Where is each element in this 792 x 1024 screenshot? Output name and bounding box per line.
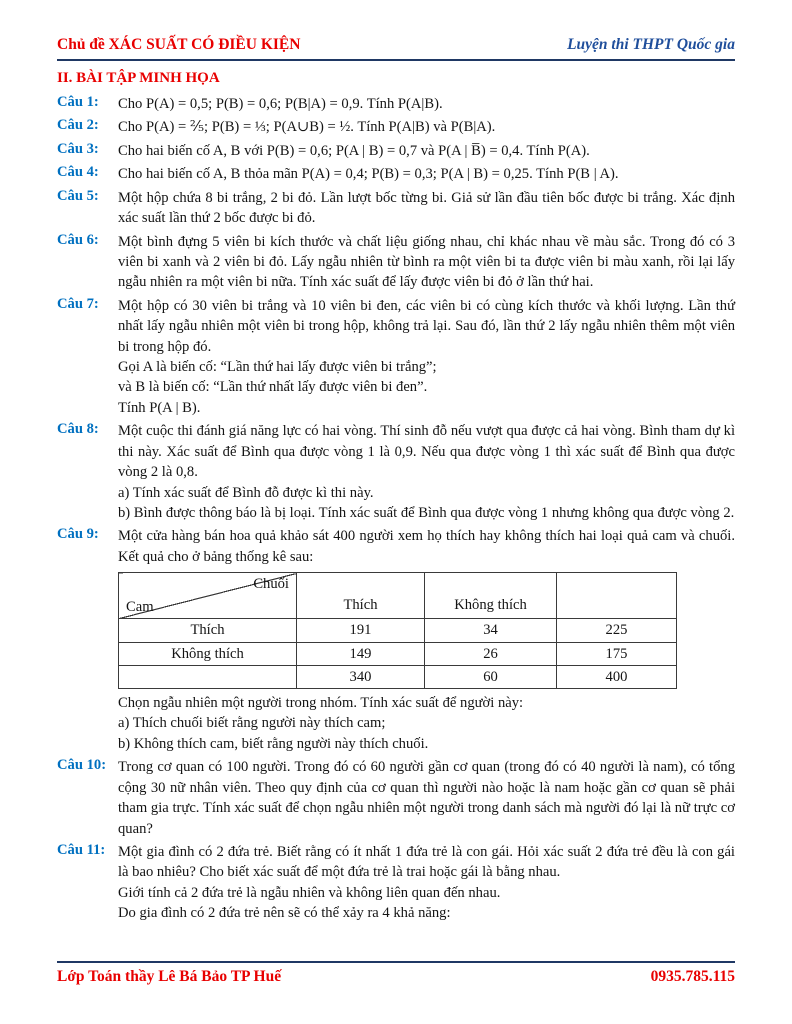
paragraph: Tính P(A | B).	[118, 399, 201, 416]
paragraph: Một cuộc thi đánh giá năng lực có hai vòng. Thí sinh đỗ nếu vượt qua được cả hai vòng. Bình tham dự kì thi này. Xác suất để Bình qua được vòng 1 là 0,9. Nếu qua được vòng 1 thì xác suất để Bình qua được vòng 2 là 0,8.	[118, 423, 735, 481]
table-header-cell: Thích	[297, 573, 425, 619]
question-11	[57, 842, 735, 924]
question-label: Câu 3:	[57, 140, 99, 157]
paragraph: Một cửa hàng bán hoa quả khảo sát 400 người xem họ thích hay không thích hai loại quả cam và chuối. Kết quả cho ở bảng thống kê sau:	[118, 528, 735, 565]
question-body	[118, 526, 735, 754]
paragraph: Một gia đình có 2 đứa trẻ. Biết rằng có ít nhất 1 đứa trẻ là con gái. Hỏi xác suất 2 đứa trẻ đều là con gái là bao nhiêu? Cho biết xác suất để một đứa trẻ là trai hoặc gái là bằng nhau.	[118, 843, 735, 881]
paragraph: Trong cơ quan có 100 người. Trong đó có 60 người gần cơ quan (trong đó có 40 người là nam), có tổng cộng 30 nữ nhân viên. Theo quy định của cơ quan thì người nào hoặc là nam hoặc gần cơ quan sẽ phải tham gia trực. Tính xác suất để chọn ngẫu nhiên một người trong danh sách mà người đó lại là nữ trực cơ quan?	[118, 759, 735, 837]
question-8	[57, 421, 735, 523]
paragraph: Một hộp chứa 8 bi trắng, 2 bi đỏ. Lần lượt bốc từng bi. Giả sử lần đầu tiên bốc được bi trắng. Xác định xác suất lần thứ 2 bốc được bi đỏ.	[118, 189, 735, 227]
question-3	[57, 141, 735, 161]
footer-phone-number: 0935.785.115	[650, 968, 735, 985]
question-body	[118, 117, 735, 137]
survey-table	[118, 572, 677, 689]
table-cell: 340	[297, 665, 425, 688]
section-title: II. BÀI TẬP MINH HỌA	[57, 70, 220, 86]
paragraph: Do gia đình có 2 đứa trẻ nên sẽ có thể xảy ra 4 khả năng:	[118, 905, 451, 922]
table-corner-cell	[119, 573, 297, 619]
footer-class-name: Lớp Toán thầy Lê Bá Bảo TP Huế	[57, 968, 282, 985]
table-cell: 191	[297, 619, 425, 642]
paragraph: Cho hai biến cố A, B với P(B) = 0,6; P(A | B) = 0,7 và P(A | B̅) = 0,4. Tính P(A).	[118, 142, 590, 159]
table-cell: 225	[557, 619, 677, 642]
question-label: Câu 9:	[57, 526, 99, 543]
table-cell: 34	[425, 619, 557, 642]
paragraph: và B là biến cố: “Lần thứ nhất lấy được viên bi đen”.	[118, 379, 428, 396]
paragraph: Cho P(A) = 0,5; P(B) = 0,6; P(B|A) = 0,9. Tính P(A|B).	[118, 96, 443, 112]
paragraph: Cho hai biến cố A, B thỏa mãn P(A) = 0,4; P(B) = 0,3; P(A | B) = 0,25. Tính P(B | A).	[118, 166, 619, 183]
header	[57, 36, 735, 61]
table-cell: Thích	[119, 619, 297, 642]
question-label: Câu 10:	[57, 757, 107, 774]
table-cell: 26	[425, 642, 557, 665]
table-cell: 175	[557, 642, 677, 665]
question-label: Câu 1:	[57, 94, 99, 110]
question-10	[57, 757, 735, 839]
table-cell: 60	[425, 665, 557, 688]
table-cell: 149	[297, 642, 425, 665]
paragraph: Chọn ngẫu nhiên một người trong nhóm. Tính xác suất để người này:	[118, 694, 524, 711]
question-1	[57, 94, 735, 114]
question-label: Câu 11:	[57, 841, 106, 858]
question-body	[118, 94, 735, 114]
paragraph: Gọi A là biến cố: “Lần thứ hai lấy được viên bi trắng”;	[118, 359, 437, 376]
table-cell	[119, 665, 297, 688]
paragraph: a) Tính xác suất để Bình đỗ được kì thi này.	[118, 484, 374, 501]
question-label: Câu 5:	[57, 187, 99, 204]
question-5	[57, 188, 735, 229]
paragraph: b) Không thích cam, biết rằng người này thích chuối.	[118, 735, 429, 752]
paragraph: Giới tính cả 2 đứa trẻ là ngẫu nhiên và không liên quan đến nhau.	[118, 884, 501, 901]
table-row	[119, 642, 677, 665]
question-label: Câu 7:	[57, 295, 99, 312]
question-body	[118, 296, 735, 419]
question-body	[118, 757, 735, 839]
question-body	[118, 232, 735, 293]
question-list	[57, 94, 735, 924]
question-body	[118, 164, 735, 184]
question-body	[118, 842, 735, 924]
question-body	[118, 421, 735, 523]
question-2	[57, 117, 735, 137]
paragraph: a) Thích chuối biết rằng người này thích cam;	[118, 715, 386, 732]
question-7	[57, 296, 735, 419]
question-label: Câu 2:	[57, 117, 99, 134]
question-9	[57, 526, 735, 754]
question-4	[57, 164, 735, 184]
exam-name: Luyện thi THPT Quốc gia	[567, 36, 735, 53]
table-cell: Không thích	[119, 642, 297, 665]
table-row	[119, 665, 677, 688]
document-topic: Chủ đề XÁC SUẤT CÓ ĐIỀU KIỆN	[57, 36, 301, 53]
paragraph: b) Bình được thông báo là bị loại. Tính xác suất để Bình qua được vòng 1 nhưng không qua được vòng 2.	[118, 505, 735, 522]
table-header-row	[119, 573, 677, 619]
paragraph: Một bình đựng 5 viên bi kích thước và chất liệu giống nhau, chỉ khác nhau về màu sắc. Trong đó có 3 viên bi xanh và 2 viên bi đỏ. Lấy ngẫu nhiên từ bình ra một viên bi ta được viên bi màu xanh, rồi lại lấy ngẫu nhiên ra một viên bi nữa. Tính xác suất để lấy được viên bi đỏ ở lần thứ hai.	[118, 233, 735, 291]
question-6	[57, 232, 735, 293]
paragraph: Cho P(A) = ⅖; P(B) = ⅓; P(A∪B) = ½. Tính P(A|B) và P(B|A).	[118, 119, 496, 136]
question-label: Câu 8:	[57, 421, 99, 438]
question-label: Câu 4:	[57, 164, 99, 181]
corner-label-chuoi: Chuối	[253, 576, 289, 593]
table-row	[119, 619, 677, 642]
question-label: Câu 6:	[57, 231, 99, 248]
question-body	[118, 188, 735, 229]
footer	[57, 961, 735, 986]
paragraph: Một hộp có 30 viên bi trắng và 10 viên bi đen, các viên bi có cùng kích thước và khối lượng. Lần thứ nhất lấy ngẫu nhiên một viên bi trong hộp, không trả lại. Sau đó, lần thứ 2 lấy ngẫu nhiên thêm một viên bi trong hộp đó.	[118, 297, 735, 355]
question-body	[118, 141, 735, 161]
table-cell: 400	[557, 665, 677, 688]
table-header-cell	[557, 573, 677, 619]
corner-label-cam: Cam	[126, 599, 154, 616]
table-header-cell: Không thích	[425, 573, 557, 619]
